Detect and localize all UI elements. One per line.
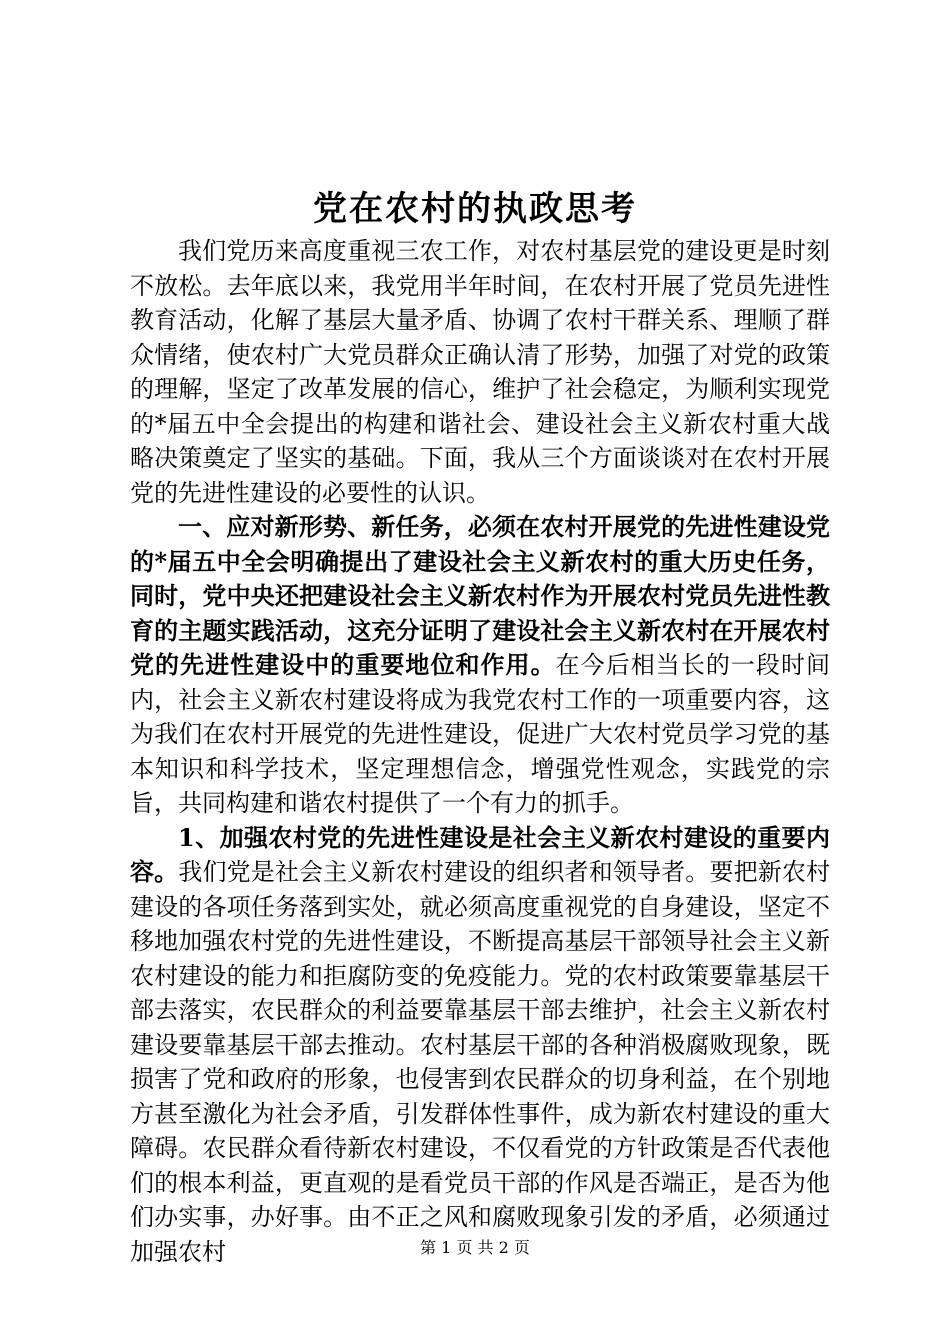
paragraph-section-one [130, 510, 830, 821]
paragraph-text: 我们党是社会主义新农村建设的组织者和领导者。要把新农村建设的各项任务落到实处，就必须高度重视党的自身建设，坚定不移地加强农村党的先进性建设，不断提高基层干部领导社会主义新农村建设的能力和拒腐防变的免疫能力。党的农村政策要靠基层干部去落实，农民群众的利益要靠基层干部去维护，社会主义新农村建设要靠基层干部去推动。农村基层干部的各种消极腐败现象，既损害了党和政府的形象，也侵害到农民群众的切身利益，在个别地方甚至激化为社会矛盾，引发群体性事件，成为新农村建设的重大障碍。农民群众看待新农村建设，不仅看党的方针政策是否代表他们的根本利益，更直观的是看党员干部的作风是否端正，是否为他们办实事，办好事。由不正之风和腐败现象引发的矛盾，必须通过加强农村 [130, 858, 831, 1266]
paragraph-point-one [130, 821, 830, 1270]
paragraph-text: 在今后相当长的一段时间内，社会主义新农村建设将成为我党农村工作的一项重要内容，这为我们在农村开展党的先进性建设，促进广大农村党员学习党的基本知识和科学技术，坚定理想信念，增强党性观念，实践党的宗旨，共同构建和谐农村提供了一个有力的抓手。 [130, 651, 831, 817]
paragraph-intro [130, 234, 830, 510]
paragraph-text: 我们党历来高度重视三农工作，对农村基层党的建设更是时刻不放松。去年底以来，我党用半年时间，在农村开展了党员先进性教育活动，化解了基层大量矛盾、协调了农村干群关系、理顺了群众情绪，使农村广大党员群众正确认清了形势，加强了对党的政策的理解，坚定了改革发展的信心，维护了社会稳定，为顺利实现党的*届五中全会提出的构建和谐社会、建设社会主义新农村重大战略决策奠定了坚实的基础。下面，我从三个方面谈谈对在农村开展党的先进性建设的必要性的认识。 [130, 237, 830, 507]
document-body [130, 234, 830, 1269]
paragraph-bold-lead: 1、加强农村党的先进性建设是社会主义新农村建设的重要内容。 [130, 822, 830, 886]
paragraph-bold-lead: 一、应对新形势、新任务，必须在农村开展党的先进性建设党的*届五中全会明确提出了建设社会主义新农村的重大历史任务，同时，党中央还把建设社会主义新农村作为开展农村党员先进性教育的主题实践活动，这充分证明了建设社会主义新农村在开展农村党的先进性建设中的重要地位和作用。 [130, 512, 830, 679]
page-footer: 第 1 页 共 2 页 [420, 1238, 530, 1257]
document-title: 党在农村的执政思考 [313, 189, 637, 229]
